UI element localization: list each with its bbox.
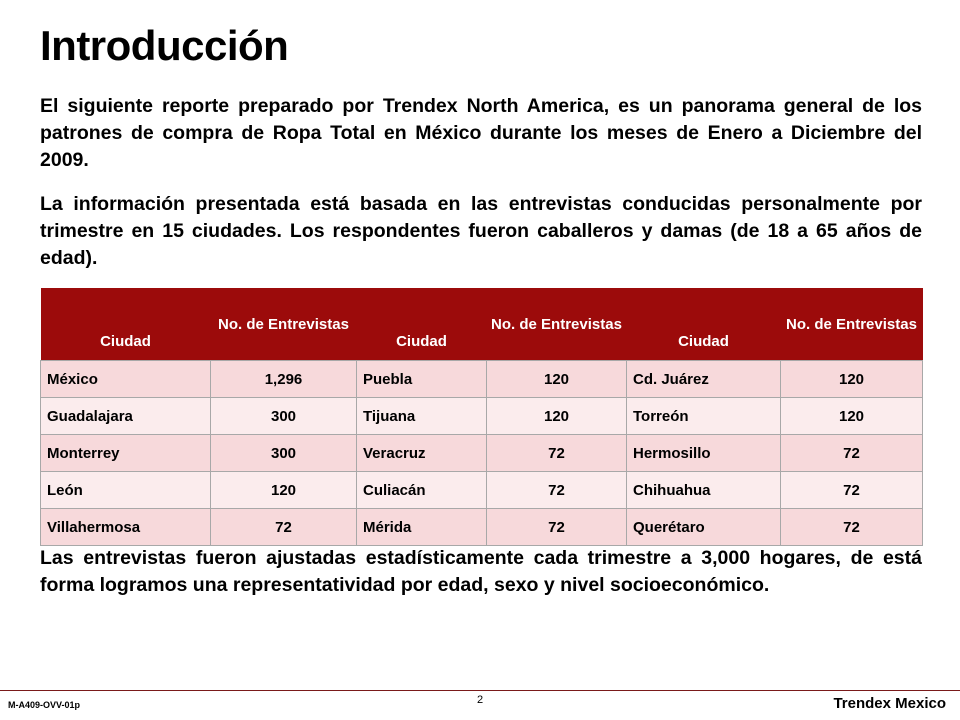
- city-cell: Culiacán: [357, 472, 487, 509]
- table-header-row: [41, 288, 923, 361]
- intro-paragraph-1: El siguiente reporte preparado por Trendex North America, es un panorama general de los patrones de compra de Ropa Total en México durante los meses de Enero a Diciembre del 2009.: [40, 95, 922, 171]
- header-city-3: Ciudad: [627, 288, 781, 361]
- header-interviews-2: No. de Entrevistas: [487, 288, 627, 361]
- city-cell: Chihuahua: [627, 472, 781, 509]
- city-cell: Monterrey: [41, 435, 211, 472]
- interviews-cell: 72: [487, 435, 627, 472]
- interviews-cell: 1,296: [211, 361, 357, 398]
- brand-name: Trendex Mexico: [833, 695, 946, 712]
- table-row: [41, 435, 923, 472]
- header-city-2: Ciudad: [357, 288, 487, 361]
- cities-table: [40, 288, 923, 546]
- interviews-cell: 72: [487, 509, 627, 546]
- interviews-cell: 72: [781, 472, 923, 509]
- interviews-cell: 72: [781, 435, 923, 472]
- city-cell: Cd. Juárez: [627, 361, 781, 398]
- page-number: 2: [476, 694, 484, 706]
- city-cell: León: [41, 472, 211, 509]
- interviews-cell: 120: [211, 472, 357, 509]
- interviews-cell: 120: [781, 361, 923, 398]
- methodology-paragraph: Las entrevistas fueron ajustadas estadísticamente cada trimestre a 3,000 hogares, de está forma logramos una representatividad por edad, sexo y nivel socioeconómico.: [40, 547, 922, 596]
- city-cell: Querétaro: [627, 509, 781, 546]
- interviews-cell: 72: [781, 509, 923, 546]
- city-cell: Hermosillo: [627, 435, 781, 472]
- interviews-cell: 120: [487, 398, 627, 435]
- page-title: Introducción: [40, 22, 289, 69]
- interviews-cell: 72: [211, 509, 357, 546]
- city-cell: Veracruz: [357, 435, 487, 472]
- city-cell: Villahermosa: [41, 509, 211, 546]
- city-cell: Torreón: [627, 398, 781, 435]
- interviews-cell: 120: [487, 361, 627, 398]
- interviews-cell: 300: [211, 435, 357, 472]
- table-row: [41, 361, 923, 398]
- header-interviews-1: No. de Entrevistas: [211, 288, 357, 361]
- city-cell: Mérida: [357, 509, 487, 546]
- header-city-1: Ciudad: [41, 288, 211, 361]
- city-cell: México: [41, 361, 211, 398]
- table-row: [41, 472, 923, 509]
- header-interviews-3: No. de Entrevistas: [781, 288, 923, 361]
- interviews-cell: 300: [211, 398, 357, 435]
- city-cell: Guadalajara: [41, 398, 211, 435]
- document-code: M-A409-OVV-01p: [8, 700, 81, 710]
- interviews-cell: 120: [781, 398, 923, 435]
- intro-paragraph-2: La información presentada está basada en las entrevistas conducidas personalmente por trimestre en 15 ciudades. Los respondentes fueron caballeros y damas (de 18 a 65 años de edad).: [40, 193, 922, 269]
- footer-divider: [0, 690, 960, 691]
- city-cell: Tijuana: [357, 398, 487, 435]
- table-row: [41, 398, 923, 435]
- city-cell: Puebla: [357, 361, 487, 398]
- table-row: [41, 509, 923, 546]
- interviews-cell: 72: [487, 472, 627, 509]
